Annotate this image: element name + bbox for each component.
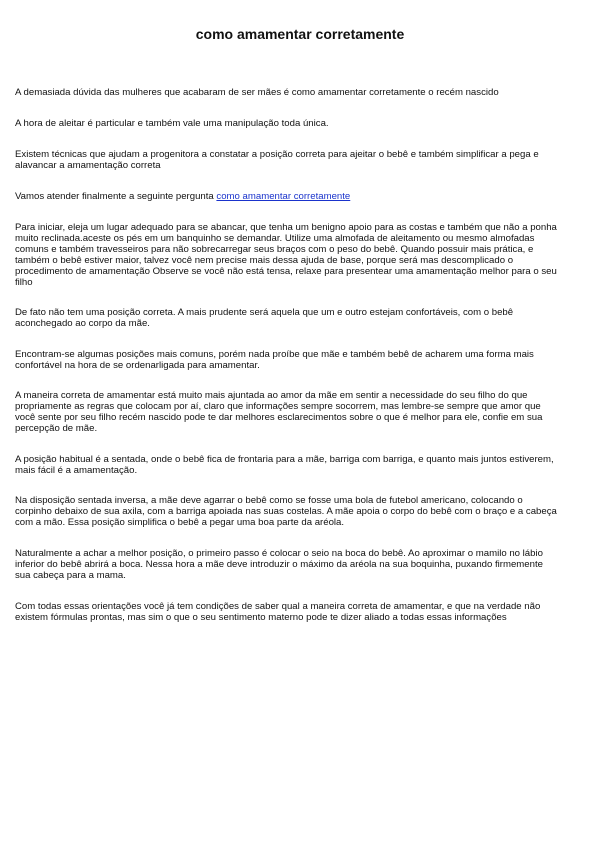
paragraph-6 <box>15 307 587 329</box>
text-line: comuns e também travesseiros para não sobrecarregar seus braços com o peso do bebê. Quando possuir mais prática, e <box>15 244 534 256</box>
paragraph-8 <box>15 390 587 434</box>
paragraph-1 <box>15 87 587 98</box>
text-line <box>15 191 587 202</box>
text-line: existem fórmulas prontas, mas sim o que o seu sentimento materno pode te dizer aliado a todas essas informações <box>15 612 507 624</box>
paragraph-2 <box>15 118 587 129</box>
text-line: A demasiada dúvida das mulheres que acabaram de ser mães é como amamentar corretamente o recém nascido <box>15 87 499 98</box>
paragraph-10 <box>15 495 587 528</box>
paragraph-3 <box>15 149 587 171</box>
text-line: A hora de aleitar é particular e também vale uma manipulação toda única. <box>15 118 329 129</box>
text-line: Existem técnicas que ajudam a progenitora a constatar a posição correta para ajeitar o bebê e também simplificar a pega e <box>15 149 539 160</box>
text-line: filho <box>15 277 33 289</box>
intro-text: Vamos atender finalmente a seguinte pergunta <box>15 191 217 202</box>
text-line: você sente por seu filho recém nascido pode te dar melhores esclarecimentos sobre o que é melhor para ele, confie em sua <box>15 412 543 424</box>
text-line: Encontram-se algumas posições mais comuns, porém nada proíbe que mãe e também bebê de acharem uma forma mais <box>15 349 534 360</box>
text-line: Naturalmente a achar a melhor posição, o primeiro passo é colocar o seio na boca do bebê. Ao aproximar o mamilo no lábio <box>15 548 543 559</box>
text-line: com a mão. Essa posição simplifica o bebê a pegar uma boa parte da aréola. <box>15 517 345 529</box>
text-line: corpinho debaixo de sua axila, com a barriga apoiada nas suas costelas. A mãe apoia o corpo do bebê com o braço e a cabeça <box>15 506 557 518</box>
paragraph-5 <box>15 222 587 289</box>
text-line: alavancar a amamentação correta <box>15 160 161 172</box>
page-title: como amamentar corretamente <box>195 26 405 42</box>
text-line: Com todas essas orientações você já tem condições de saber qual a maneira correta de amamentar, e que na verdade não <box>15 601 541 612</box>
text-line: também o bebê estiver maior, talvez você nem precise mais dessa ajuda de base, porque será mas descomplicado o <box>15 255 514 267</box>
text-line: A maneira correta de amamentar está muito mais ajuntada ao amor da mãe em sentir a necessidade do seu filho do que <box>15 390 528 401</box>
paragraph-4 <box>15 191 587 202</box>
text-line: propriamente as regras que colocam por aí, claro que informações sempre socorrem, mas lembre-se sempre que amor que <box>15 401 541 413</box>
text-line: A posição habitual é a sentada, onde o bebê fica de frontaria para a mãe, barriga com barriga, e quanto mais juntos estiverem, <box>15 454 554 465</box>
paragraph-7 <box>15 349 587 371</box>
text-line: percepção de mãe. <box>15 423 98 435</box>
text-line: De fato não tem uma posição correta. A mais prudente será aquela que um e outro estejam confortáveis, com o bebê <box>15 307 514 318</box>
text-line: aconchegado ao corpo da mãe. <box>15 318 150 330</box>
text-line: inferior do bebê abrirá a boca. Nessa hora a mãe deve introduzir o máximo da aréola na sua boquinha, puxando firmemente <box>15 559 543 571</box>
text-line: muito reclinada.aceste os pés em um banquinho se demandar. Utilize uma almofada de aleitamento ou mesmo almofadas <box>15 233 535 245</box>
paragraph-11 <box>15 548 587 581</box>
text-line: sua cabeça para a mama. <box>15 570 126 582</box>
text-line: Na disposição sentada inversa, a mãe deve agarrar o bebê como se fosse uma bola de futebol americano, colocando o <box>15 495 523 506</box>
text-line: confortável na hora de se ordenarligada para amamentar. <box>15 360 260 372</box>
paragraph-12 <box>15 601 587 623</box>
article-link[interactable]: como amamentar corretamente <box>216 191 351 202</box>
text-line: mais fácil é a amamentação. <box>15 465 138 477</box>
text-line: Para iniciar, eleja um lugar adequado para se abancar, que tenha um benigno apoio para as costas e também que não a ponha <box>15 222 557 233</box>
paragraph-9 <box>15 454 587 476</box>
text-line: procedimento de amamentação Observe se você não está tensa, relaxe para presentear uma amamentação melhor para o seu <box>15 266 557 278</box>
